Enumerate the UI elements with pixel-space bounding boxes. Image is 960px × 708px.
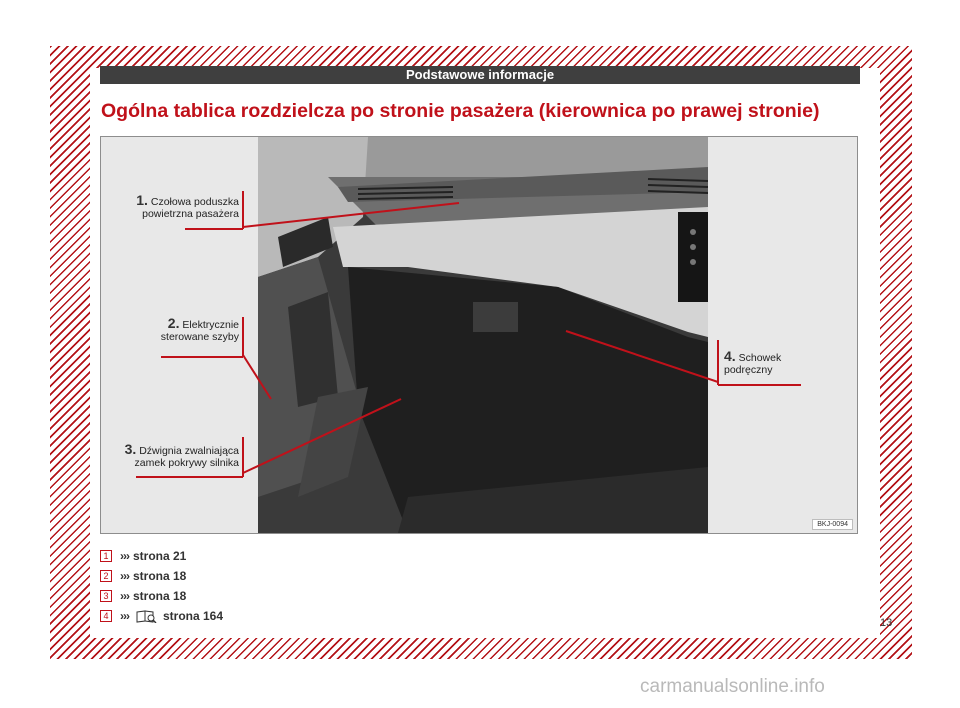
- book-icon: [135, 609, 157, 623]
- reference-text: strona 21: [133, 549, 187, 563]
- arrows-icon: ›››: [120, 549, 129, 563]
- reference-list: [100, 546, 223, 626]
- callout-label: Dźwignia zwalniająca: [139, 445, 239, 457]
- dashboard-figure: [100, 136, 858, 534]
- reference-item[interactable]: [100, 566, 223, 586]
- reference-item[interactable]: [100, 546, 223, 566]
- reference-badge: 1: [100, 550, 112, 562]
- watermark: carmanualsonline.info: [640, 676, 825, 697]
- callout-1: [129, 194, 239, 220]
- callout-number: 3.: [124, 441, 137, 457]
- callout-4: [724, 350, 844, 376]
- reference-badge: 3: [100, 590, 112, 602]
- arrows-icon: ›››: [120, 589, 129, 603]
- reference-text: strona 18: [133, 589, 187, 603]
- callout-3: [109, 443, 239, 469]
- callout-number: 2.: [167, 315, 180, 331]
- callout-label: Elektrycznie: [182, 319, 239, 331]
- reference-item[interactable]: [100, 606, 223, 626]
- figure-code: BKJ-0094: [812, 519, 853, 530]
- reference-badge: 2: [100, 570, 112, 582]
- callout-label: sterowane szyby: [160, 331, 239, 343]
- callout-label: podręczny: [724, 364, 773, 376]
- section-header: Podstawowe informacje: [100, 66, 860, 84]
- callout-2: [129, 317, 239, 343]
- reference-badge: 4: [100, 610, 112, 622]
- reference-text: strona 164: [163, 609, 224, 623]
- callout-label: Czołowa poduszka: [150, 196, 239, 208]
- callout-label: powietrzna pasażera: [142, 208, 239, 220]
- page-title: Ogólna tablica rozdzielcza po stronie pasażera (kierownica po prawej stronie): [101, 100, 820, 122]
- reference-item[interactable]: [100, 586, 223, 606]
- arrows-icon: ›››: [120, 569, 129, 583]
- callout-label: zamek pokrywy silnika: [134, 457, 239, 469]
- callout-number: 4.: [724, 348, 736, 364]
- callout-label: Schowek: [738, 352, 782, 364]
- arrows-icon: ›››: [120, 609, 129, 623]
- callout-number: 1.: [136, 192, 148, 208]
- reference-text: strona 18: [133, 569, 187, 583]
- page-number: 13: [880, 617, 893, 629]
